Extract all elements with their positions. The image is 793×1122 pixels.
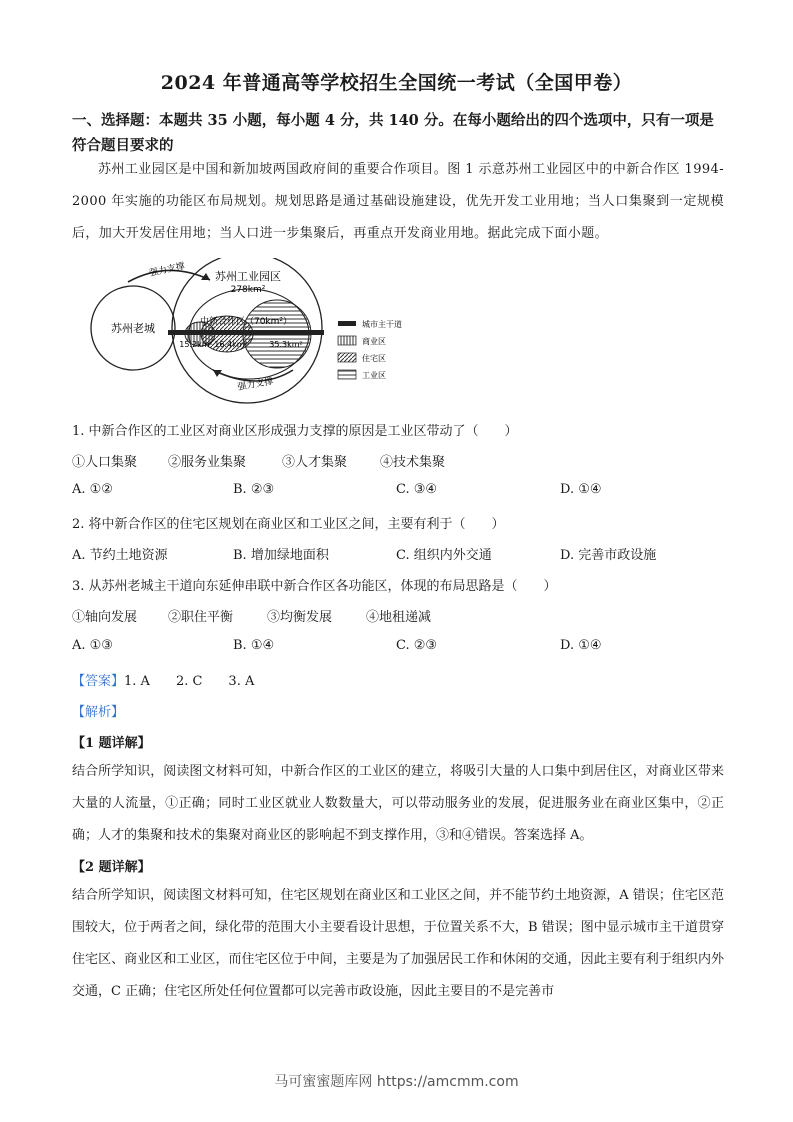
detail-1-label: 【1 题详解】 bbox=[72, 736, 151, 751]
q1-option-d: D. ①④ bbox=[560, 482, 602, 497]
park-area-label: 278km² bbox=[230, 285, 266, 295]
main-road bbox=[168, 330, 324, 335]
q3-item: ④地租递减 bbox=[366, 610, 432, 625]
question-3-stem: 3. 从苏州老城主干道向东延伸串联中新合作区各功能区，体现的布局思路是（ ） bbox=[72, 579, 557, 594]
question-2-stem: 2. 将中新合作区的住宅区规划在商业区和工业区之间，主要有利于（ ） bbox=[72, 517, 505, 532]
q2-option-a: A. 节约土地资源 bbox=[72, 548, 168, 563]
q3-item: ①轴向发展 bbox=[72, 610, 138, 625]
q2-option-c: C. 组织内外交通 bbox=[396, 548, 492, 563]
answer-label: 【答案】 bbox=[72, 674, 125, 689]
q3-option-a: A. ①③ bbox=[72, 638, 113, 653]
area-left-label: 15.2km² bbox=[179, 340, 213, 349]
legend-road-label: 城市主干道 bbox=[362, 320, 402, 329]
q1-option-b: B. ②③ bbox=[233, 482, 275, 497]
site-footer: 马可蜜蜜题库网 https://amcmm.com bbox=[274, 1074, 519, 1090]
detail-2-label: 【2 题详解】 bbox=[72, 860, 151, 875]
park-label: 苏州工业园区 bbox=[215, 270, 281, 283]
legend-road-swatch bbox=[338, 321, 356, 326]
question-1-stem: 1. 中新合作区的工业区对商业区形成强力支撑的原因是工业区带动了（ ） bbox=[72, 424, 518, 439]
q3-item: ②职住平衡 bbox=[168, 610, 234, 625]
zone-label: 中新合作区（70km²） bbox=[199, 317, 293, 327]
section-heading: 一、选择题：本题共 35 小题，每小题 4 分，共 140 分。在每小题给出的四个选项中，只有一项是符合题目要求的 bbox=[72, 112, 714, 154]
q1-item: ②服务业集聚 bbox=[168, 455, 247, 470]
q3-item: ③均衡发展 bbox=[267, 610, 333, 625]
area-mid-label: 16.4km² bbox=[214, 340, 248, 349]
legend-commercial-swatch bbox=[338, 336, 356, 345]
answer-line bbox=[72, 670, 254, 689]
q3-option-b: B. ①④ bbox=[233, 638, 275, 653]
q1-option-c: C. ③④ bbox=[396, 482, 438, 497]
q3-option-c: C. ②③ bbox=[396, 638, 438, 653]
q1-item: ③人才集聚 bbox=[282, 455, 348, 470]
arrow-top-label: 强力支撑 bbox=[148, 261, 186, 279]
q2-option-b: B. 增加绿地面积 bbox=[233, 548, 329, 563]
figure-1-diagram bbox=[88, 258, 438, 406]
arrow-bottom-label: 强力支撑 bbox=[236, 376, 274, 393]
answer-text: 1. A 2. C 3. A bbox=[124, 674, 255, 689]
legend-residential-swatch bbox=[338, 353, 356, 362]
legend-industrial-label: 工业区 bbox=[362, 371, 386, 380]
legend-industrial-swatch bbox=[338, 370, 356, 379]
q1-item: ①人口集聚 bbox=[72, 455, 138, 470]
detail-2-text: 结合所学知识，阅读图文材料可知，住宅区规划在商业区和工业区之间，并不能节约土地资源，A 错误；住宅区范围较大，位于两者之间，绿化带的范围大小主要看设计思想，于位置关系不大，B 错误；图中显示城市主干道贯穿住宅区、商业区和工业区，而住宅区位于中间，主要是为了加强居民工作和休闲的交通，因此主要有利于组织内外交通，C 正确；住宅区所处任何位置都可以完善市政设施，因此主要目的不是完善市 bbox=[72, 888, 724, 999]
legend-residential-label: 住宅区 bbox=[362, 354, 386, 363]
figure-1-svg bbox=[88, 258, 438, 406]
area-right-label: 35.3km² bbox=[269, 340, 303, 349]
page-title: 2024 年普通高等学校招生全国统一考试（全国甲卷） bbox=[160, 72, 633, 94]
q1-option-a: A. ①② bbox=[72, 482, 113, 497]
q3-option-d: D. ①④ bbox=[560, 638, 602, 653]
figure-legend bbox=[338, 319, 402, 380]
legend-commercial-label: 商业区 bbox=[362, 337, 386, 346]
analysis-label: 【解析】 bbox=[72, 705, 125, 720]
intro-paragraph: 苏州工业园区是中国和新加坡两国政府间的重要合作项目。图 1 示意苏州工业园区中的中新合作区 1994-2000 年实施的功能区布局规划。规划思路是通过基础设施建设，优先开发工业用地；当人口集聚到一定规模后，加大开发居住用地；当人口进一步集聚后，再重点开发商业用地。据此完成下面小题。 bbox=[72, 162, 724, 241]
old-city-label: 苏州老城 bbox=[111, 322, 155, 335]
q2-option-d: D. 完善市政设施 bbox=[560, 548, 657, 563]
q1-item: ④技术集聚 bbox=[380, 455, 446, 470]
detail-1-text: 结合所学知识，阅读图文材料可知，中新合作区的工业区的建立，将吸引大量的人口集中到居住区，对商业区带来大量的人流量，①正确；同时工业区就业人数数量大，可以带动服务业的发展，促进服务业在商业区集中，②正确；人才的集聚和技术的集聚对商业区的影响起不到支撑作用，③和④错误。答案选择 A。 bbox=[72, 764, 724, 843]
